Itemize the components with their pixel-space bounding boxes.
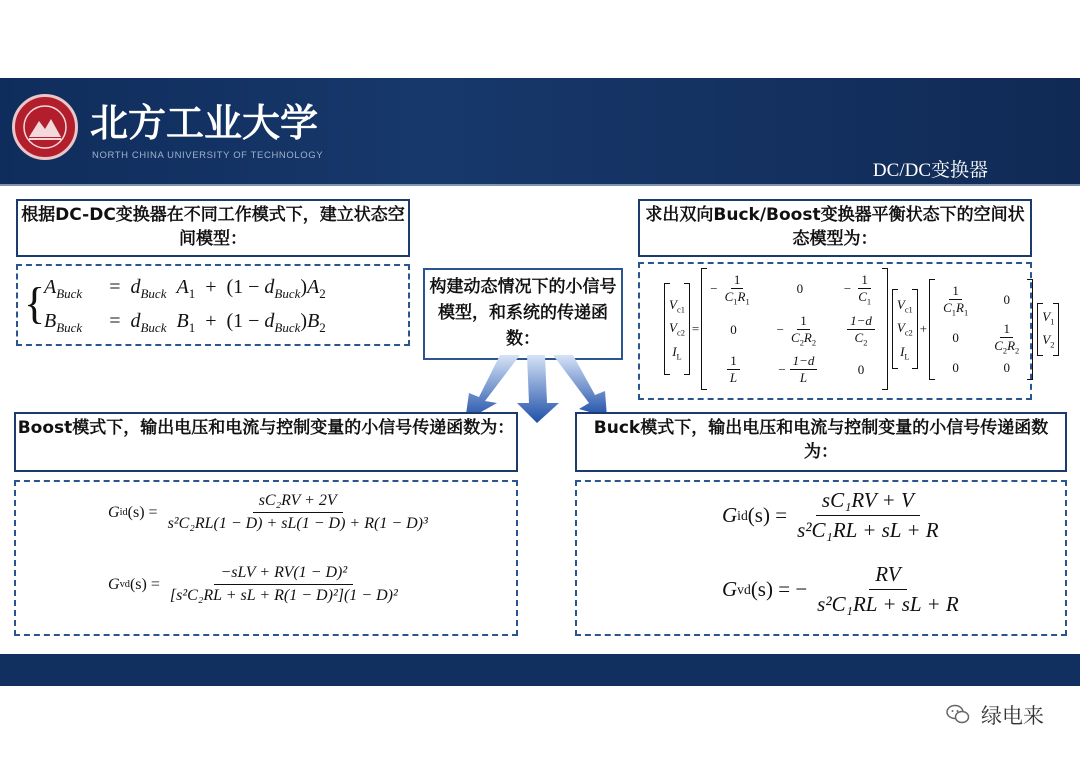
buck-title-box [575, 412, 1067, 472]
section-title: DC/DC变换器 [872, 160, 988, 181]
dynamic-model-note-text: 构建动态情况下的小信号模型，和系统的传递函数： [429, 277, 617, 349]
boost-gid-equation: G id (s) = $\frac{\text{sC₂RV + 2V}}{\text{s²C₂RL(1 − D) + sL(1 − D) + R(1 − D)³}}$ [108, 492, 438, 533]
state-space-title-text: 根据DC-DC变换器在不同工作模式下，建立状态空间模型： [21, 205, 405, 249]
watermark-text: 绿电来 [981, 704, 1044, 728]
boost-title-box [14, 412, 518, 472]
buck-gvd-denominator: s²C₁RL + sL + R [817, 592, 959, 616]
state-matrix-box [638, 262, 1055, 400]
svg-text:北方工业大学: 北方工业大学 [90, 100, 319, 144]
boost-gid-numerator: sC₂RV + 2V [253, 492, 343, 513]
boost-transfer-function-box [14, 480, 518, 636]
footer-bar [0, 654, 1080, 686]
buck-gid-equation: G id (s) = $\frac{\text{sC₁RV + V}}{\text{s²C₁RL + sL + R}}$ [722, 488, 949, 543]
boost-gid-denominator: s²C₂RL(1 − D) + sL(1 − D) + R(1 − D)³ [167, 515, 428, 532]
bidirectional-title-text: 求出双向Buck/Boost变换器平衡状态下的空间状态模型为： [645, 205, 1025, 249]
buck-transfer-function-box [575, 480, 1067, 636]
university-calligraphy-logo [90, 100, 330, 144]
bidirectional-title-box [638, 199, 1032, 257]
state-space-equation-box [16, 264, 410, 346]
boost-gvd-numerator: −sLV + RV(1 − D)² [214, 564, 353, 585]
university-english-name: NORTH CHINA UNIVERSITY OF TECHNOLOGY [92, 150, 324, 161]
buck-gid-denominator: s²C₁RL + sL + R [797, 518, 939, 542]
state-space-title-box [16, 199, 410, 257]
dynamic-model-note-box [423, 268, 623, 360]
buck-gvd-numerator: RV [869, 562, 906, 590]
buck-gid-numerator: sC₁RV + V [816, 488, 920, 516]
left-brace: { [24, 279, 46, 328]
university-seal-icon [12, 94, 78, 160]
wechat-icon [946, 703, 970, 725]
boost-gvd-equation: G vd (s) = $\frac{\text{−sLV + RV(1 − D)²}}{\text{[s²C₂RL + sL + R(1 − D)²](1 − D)²}}$ [108, 564, 408, 605]
boost-gvd-denominator: [s²C₂RL + sL + R(1 − D)²](1 − D)² [169, 587, 398, 604]
state-matrix-equation: $V_{c1}$ $V_{c2}$ $I_L$ = − $\frac{1}{C_1R_1}$ 0 − $\frac{1}{C_1}$ 0 − $\frac{1}{C_2R_2}$ $\frac{1-d}{C_2}$ $\frac{1}{L}$ − $\frac{1-d}{L}$ 0 $V_{c1}$ $V_{c2}$ $I_L$ + $\frac{1}{C_1R_1}$ 0 0 $\frac{1}{C_2R_2}$ 0 0 $V_1$ $V_2$ [664, 268, 1059, 390]
boost-title-text: Boost模式下，输出电压和电流与控制变量的小信号传递函数为： [17, 418, 515, 438]
equation-line-b: $B_{Buck} = d_{Buck}$ $B_1 + (1 - d_{Buck})B_2$ [44, 310, 326, 335]
equation-line-a: $A_{Buck} = d_{Buck}$ $A_1 + (1 - d_{Buck})A_2$ [44, 276, 326, 301]
buck-gvd-equation: G vd (s) = − $\frac{RV}{\text{s²C₁RL + sL + R}}$ [722, 562, 969, 617]
buck-title-text: Buck模式下，输出电压和电流与控制变量的小信号传递函数为： [593, 418, 1049, 462]
